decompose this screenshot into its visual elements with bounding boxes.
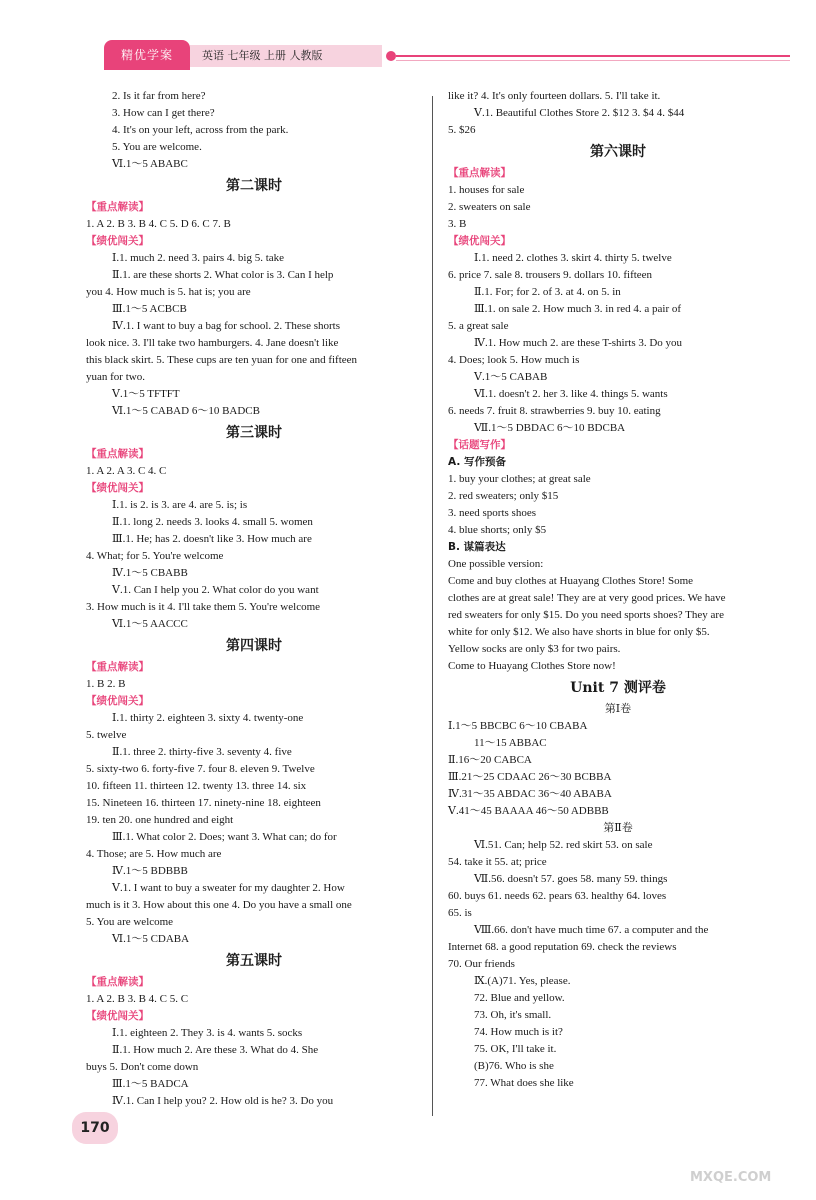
section-tag: 【绩优闯关】 bbox=[86, 1010, 149, 1022]
answer-line: 72. Blue and yellow. bbox=[474, 992, 565, 1004]
answer-line: Internet 68. a good reputation 69. check the reviews bbox=[448, 941, 677, 953]
page-header bbox=[0, 0, 816, 80]
answer-line: 4. Those; are 5. How much are bbox=[86, 848, 222, 860]
answer-line: 4. It's on your left, across from the park. bbox=[112, 124, 289, 136]
answer-line: 11～15 ABBAC bbox=[474, 737, 547, 749]
answer-line: Ⅰ.1～5 BBCBC 6～10 CBABA bbox=[448, 720, 588, 732]
answer-line: Ⅲ.1. He; has 2. doesn't like 3. How much are bbox=[112, 533, 312, 545]
answer-line: 3. need sports shoes bbox=[448, 507, 536, 519]
answer-line: much is it 3. How about this one 4. Do you have a small one bbox=[86, 899, 352, 911]
answer-line: 3. How can I get there? bbox=[112, 107, 215, 119]
answer-line: Ⅲ.1. What color 2. Does; want 3. What can; do for bbox=[112, 831, 337, 843]
section-tag: 【绩优闯关】 bbox=[448, 235, 511, 247]
answer-line: 1. B 2. B bbox=[86, 678, 126, 690]
subsection-title: B. 谋篇表达 bbox=[448, 541, 506, 553]
answer-line: Ⅲ.21～25 CDAAC 26～30 BCBBA bbox=[448, 771, 612, 783]
section-tag: 【重点解读】 bbox=[86, 448, 149, 460]
answer-line: 74. How much is it? bbox=[474, 1026, 563, 1038]
answer-line: Ⅶ.56. doesn't 57. goes 58. many 59. things bbox=[474, 873, 668, 885]
answer-line: Ⅱ.16～20 CABCA bbox=[448, 754, 532, 766]
section-tag: 【重点解读】 bbox=[86, 201, 149, 213]
answer-line: Yellow socks are only $3 for two pairs. bbox=[448, 643, 621, 655]
answer-line: 73. Oh, it's small. bbox=[474, 1009, 552, 1021]
section-heading: 第三课时 bbox=[226, 425, 282, 441]
answer-line: 65. is bbox=[448, 907, 472, 919]
right-answer-column bbox=[448, 88, 788, 1092]
answer-line: Ⅳ.1. How much 2. are these T-shirts 3. Do you bbox=[474, 337, 683, 349]
header-rule bbox=[396, 55, 790, 57]
left-answer-column bbox=[86, 88, 422, 1110]
answer-line: Ⅰ.1. much 2. need 3. pairs 4. big 5. take bbox=[112, 252, 285, 264]
answer-line: like it? 4. It's only fourteen dollars. 5. I'll take it. bbox=[448, 90, 661, 102]
answer-line: 4. What; for 5. You're welcome bbox=[86, 550, 224, 562]
answer-line: 2. red sweaters; only $15 bbox=[448, 490, 559, 502]
answer-line: Ⅴ.1～5 TFTFT bbox=[112, 388, 180, 400]
header-dot-icon bbox=[386, 51, 396, 61]
answer-line: 4. Does; look 5. How much is bbox=[448, 354, 580, 366]
answer-line: 6. price 7. sale 8. trousers 9. dollars 10. fifteen bbox=[448, 269, 653, 281]
answer-line: 70. Our friends bbox=[448, 958, 515, 970]
answer-line: 5. You are welcome bbox=[86, 916, 174, 928]
answer-line: Ⅱ.1. long 2. needs 3. looks 4. small 5. women bbox=[112, 516, 313, 528]
answer-line: 77. What does she like bbox=[474, 1077, 574, 1089]
answer-line: Ⅲ.1. on sale 2. How much 3. in red 4. a pair of bbox=[474, 303, 682, 315]
section-tag: 【话题写作】 bbox=[448, 439, 511, 451]
answer-line: 15. Nineteen 16. thirteen 17. ninety-nine 18. eighteen bbox=[86, 797, 321, 809]
answer-line: 75. OK, I'll take it. bbox=[474, 1043, 557, 1055]
answer-line: buys 5. Don't come down bbox=[86, 1061, 199, 1073]
section-heading: 第五课时 bbox=[226, 953, 282, 969]
answer-line: red sweaters for only $15. Do you need sports shoes? They are bbox=[448, 609, 724, 621]
answer-line: 4. blue shorts; only $5 bbox=[448, 524, 547, 536]
answer-line: Come and buy clothes at Huayang Clothes Store! Some bbox=[448, 575, 694, 587]
section-tag: 【绩优闯关】 bbox=[86, 695, 149, 707]
page-number: 170 bbox=[72, 1112, 118, 1144]
answer-line: Ⅸ.(A)71. Yes, please. bbox=[474, 975, 571, 987]
answer-line: Ⅰ.1. thirty 2. eighteen 3. sixty 4. twenty-one bbox=[112, 712, 304, 724]
answer-line: Ⅱ.1. For; for 2. of 3. at 4. on 5. in bbox=[474, 286, 621, 298]
answer-line: white for only $12. We also have shorts in blue for only $5. bbox=[448, 626, 710, 638]
answer-line: Ⅳ.1. Can I help you? 2. How old is he? 3. Do you bbox=[112, 1095, 334, 1107]
answer-line: 1. houses for sale bbox=[448, 184, 525, 196]
answer-line: Ⅵ.1～5 CABAD 6～10 BADCB bbox=[112, 405, 260, 417]
answer-line: Ⅲ.1～5 ACBCB bbox=[112, 303, 187, 315]
answer-line: yuan for two. bbox=[86, 371, 145, 383]
answer-line: One possible version: bbox=[448, 558, 544, 570]
answer-line: Ⅰ.1. eighteen 2. They 3. is 4. wants 5. socks bbox=[112, 1027, 303, 1039]
answer-line: Ⅷ.66. don't have much time 67. a computer and the bbox=[474, 924, 709, 936]
answer-line: this black skirt. 5. These cups are ten yuan for one and fifteen bbox=[86, 354, 358, 366]
answer-line: 5. You are welcome. bbox=[112, 141, 202, 153]
answer-line: 1. buy your clothes; at great sale bbox=[448, 473, 591, 485]
section-heading: 第四课时 bbox=[226, 638, 282, 654]
answer-line: Ⅵ.1～5 AACCC bbox=[112, 618, 188, 630]
answer-line: 1. A 2. A 3. C 4. C bbox=[86, 465, 167, 477]
answer-line: 1. A 2. B 3. B 4. C 5. D 6. C 7. B bbox=[86, 218, 231, 230]
answer-line: 10. fifteen 11. thirteen 12. twenty 13. three 14. six bbox=[86, 780, 307, 792]
answer-line: Ⅱ.1. three 2. thirty-five 3. seventy 4. five bbox=[112, 746, 292, 758]
answer-line: Ⅵ.51. Can; help 52. red skirt 53. on sale bbox=[474, 839, 653, 851]
answer-line: Ⅵ.1～5 CDABA bbox=[112, 933, 190, 945]
section-tag: 【重点解读】 bbox=[86, 976, 149, 988]
answer-line: (B)76. Who is she bbox=[474, 1060, 554, 1072]
answer-line: Ⅲ.1～5 BADCA bbox=[112, 1078, 189, 1090]
answer-line: Ⅱ.1. How much 2. Are these 3. What do 4. She bbox=[112, 1044, 319, 1056]
answer-line: Ⅴ.1. I want to buy a sweater for my daughter 2. How bbox=[112, 882, 345, 894]
answer-line: you 4. How much is 5. hat is; you are bbox=[86, 286, 251, 298]
part-label: 第Ⅱ卷 bbox=[603, 822, 633, 834]
series-brand-tab: 精优学案 bbox=[104, 40, 190, 70]
subsection-title: A. 写作预备 bbox=[448, 456, 506, 468]
answer-line: 6. needs 7. fruit 8. strawberries 9. buy 10. eating bbox=[448, 405, 661, 417]
part-label: 第Ⅰ卷 bbox=[604, 703, 632, 715]
section-tag: 【绩优闯关】 bbox=[86, 235, 149, 247]
answer-line: 2. sweaters on sale bbox=[448, 201, 531, 213]
answer-line: Ⅴ.41～45 BAAAA 46～50 ADBBB bbox=[448, 805, 609, 817]
section-tag: 【绩优闯关】 bbox=[86, 482, 149, 494]
answer-line: 60. buys 61. needs 62. pears 63. healthy 64. loves bbox=[448, 890, 667, 902]
answer-line: Ⅳ.31～35 ABDAC 36～40 ABABA bbox=[448, 788, 612, 800]
answer-line: 3. How much is it 4. I'll take them 5. You're welcome bbox=[86, 601, 321, 613]
answer-line: 3. B bbox=[448, 218, 467, 230]
subject-label: 英语 七年级 上册 人教版 bbox=[190, 45, 382, 67]
section-tag: 【重点解读】 bbox=[86, 661, 149, 673]
answer-line: Ⅵ.1. doesn't 2. her 3. like 4. things 5. wants bbox=[474, 388, 668, 400]
answer-line: Ⅶ.1～5 DBDAC 6～10 BDCBA bbox=[474, 422, 626, 434]
answer-line: 5. twelve bbox=[86, 729, 127, 741]
answer-line: Ⅵ.1～5 ABABC bbox=[112, 158, 188, 170]
answer-line: Come to Huayang Clothes Store now! bbox=[448, 660, 616, 672]
section-heading: Unit 7 测评卷 bbox=[570, 680, 666, 696]
answer-line: Ⅴ.1. Beautiful Clothes Store 2. $12 3. $4 4. $44 bbox=[474, 107, 685, 119]
header-rule-thin bbox=[396, 60, 790, 61]
answer-line: 1. A 2. B 3. B 4. C 5. C bbox=[86, 993, 189, 1005]
section-heading: 第六课时 bbox=[590, 144, 646, 160]
answer-line: Ⅰ.1. is 2. is 3. are 4. are 5. is; is bbox=[112, 499, 248, 511]
answer-line: 5. sixty-two 6. forty-five 7. four 8. eleven 9. Twelve bbox=[86, 763, 315, 775]
answer-line: Ⅱ.1. are these shorts 2. What color is 3. Can I help bbox=[112, 269, 334, 281]
answer-line: 5. a great sale bbox=[448, 320, 509, 332]
section-heading: 第二课时 bbox=[226, 178, 282, 194]
answer-line: Ⅴ.1～5 CABAB bbox=[474, 371, 548, 383]
answer-line: Ⅳ.1. I want to buy a bag for school. 2. These shorts bbox=[112, 320, 340, 332]
column-divider bbox=[432, 96, 433, 1116]
answer-line: Ⅴ.1. Can I help you 2. What color do you want bbox=[112, 584, 319, 596]
answer-line: look nice. 3. I'll take two hamburgers. 4. Jane doesn't like bbox=[86, 337, 339, 349]
answer-line: Ⅳ.1～5 BDBBB bbox=[112, 865, 188, 877]
watermark-logo bbox=[676, 1126, 812, 1166]
answer-line: 54. take it 55. at; price bbox=[448, 856, 547, 868]
answer-line: 2. Is it far from here? bbox=[112, 90, 206, 102]
watermark-url: MXQE.COM bbox=[690, 1170, 772, 1185]
answer-line: 19. ten 20. one hundred and eight bbox=[86, 814, 234, 826]
answer-line: 5. $26 bbox=[448, 124, 476, 136]
answer-line: clothes are at great sale! They are at very good prices. We have bbox=[448, 592, 726, 604]
answer-line: Ⅳ.1～5 CBABB bbox=[112, 567, 188, 579]
answer-line: Ⅰ.1. need 2. clothes 3. skirt 4. thirty 5. twelve bbox=[474, 252, 672, 264]
section-tag: 【重点解读】 bbox=[448, 167, 511, 179]
